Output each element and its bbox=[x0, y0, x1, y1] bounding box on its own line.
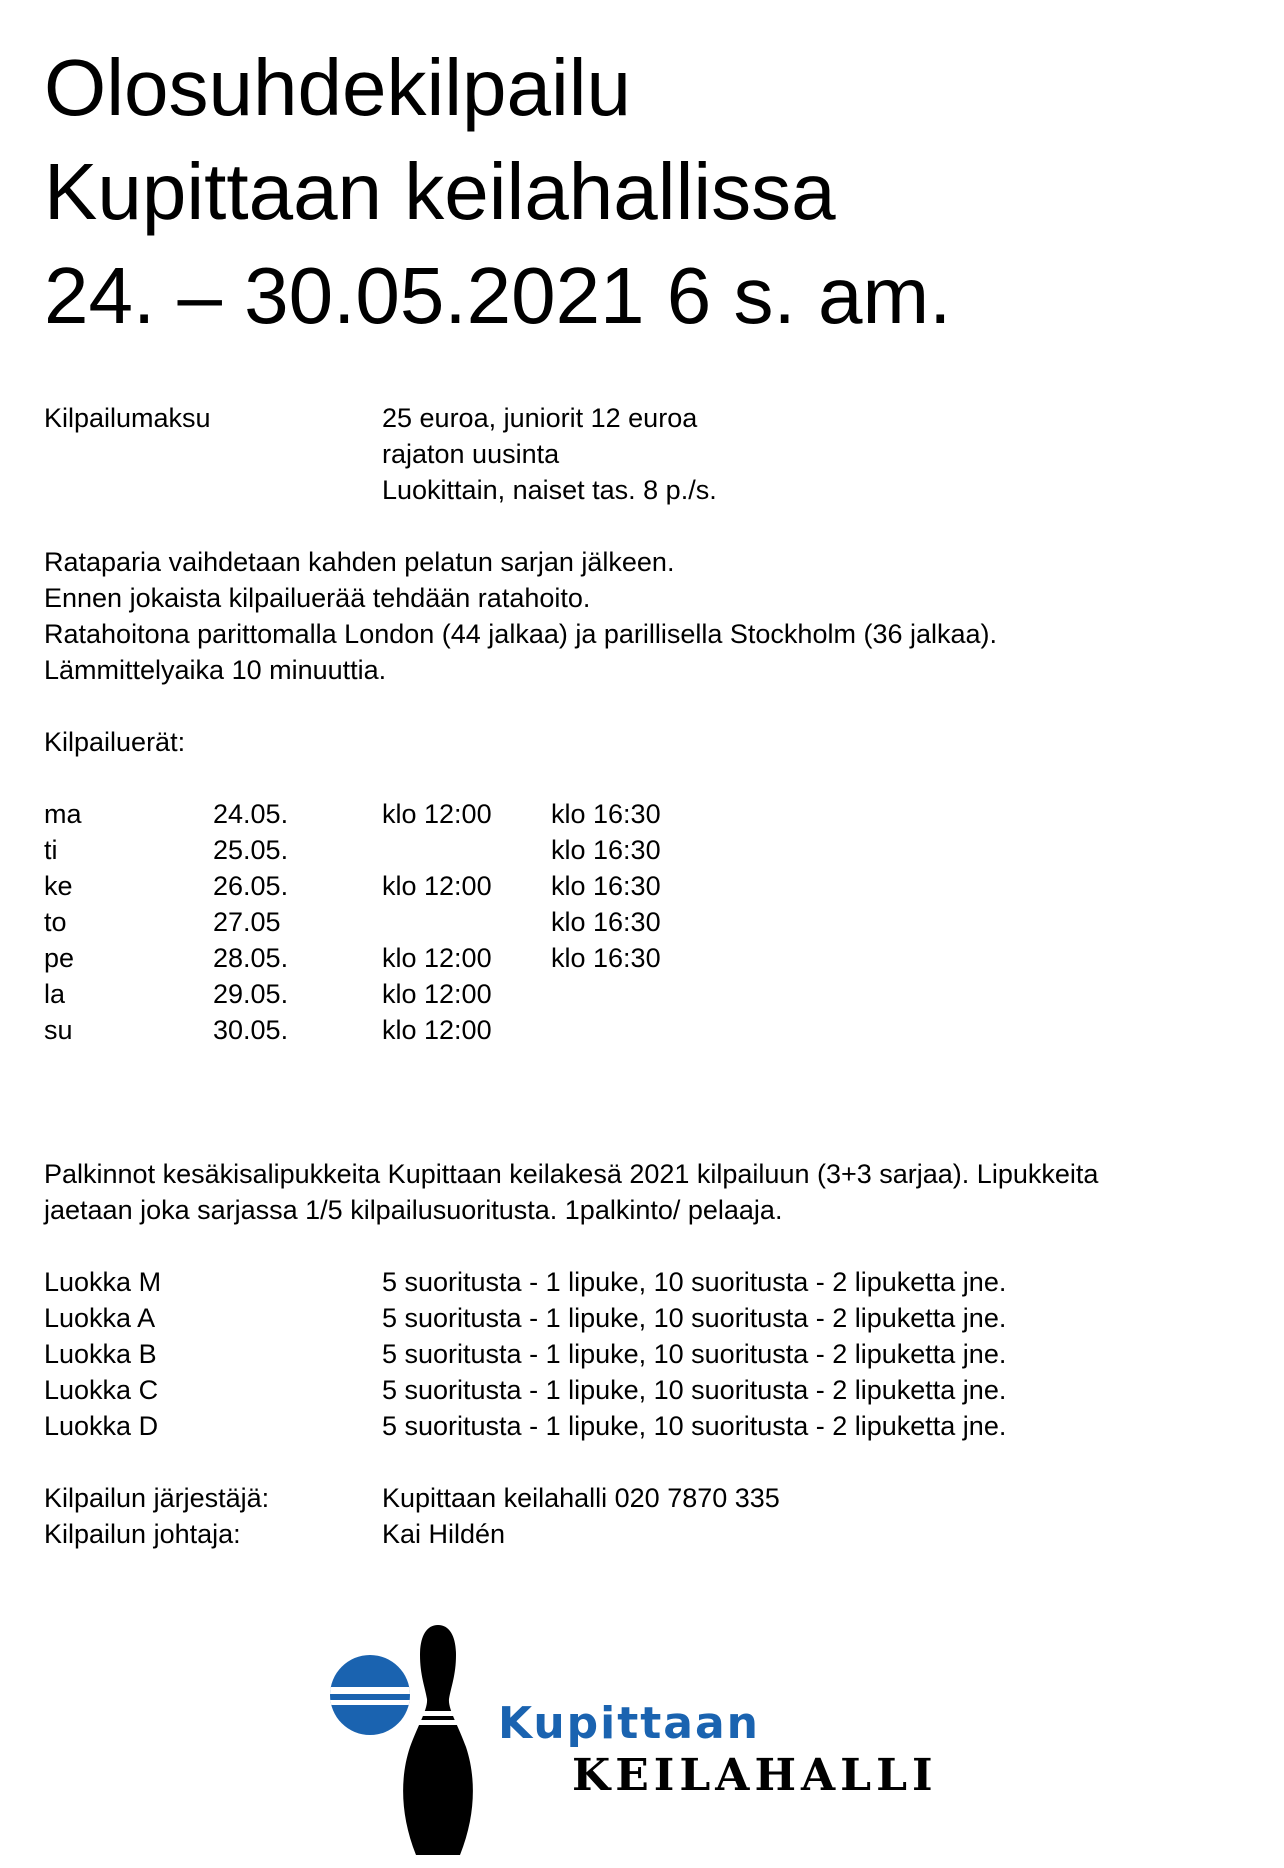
schedule-day: ke bbox=[44, 871, 73, 901]
logo-text-kupittaan: Kupittaan bbox=[498, 1698, 760, 1749]
prizes-line: Palkinnot kesäkisalipukkeita Kupittaan keilakesä 2021 kilpailuun (3+3 sarjaa). Lipukkeita bbox=[44, 1159, 1099, 1189]
logo-text-keilahalli: KEILAHALLI bbox=[572, 1750, 938, 1801]
info-line: Lämmittelyaika 10 minuuttia. bbox=[44, 655, 387, 685]
schedule-date: 24.05. bbox=[213, 799, 289, 829]
schedule-time-1: klo 12:00 bbox=[382, 943, 492, 973]
title-line-2: Kupittaan keilahallissa bbox=[44, 147, 836, 236]
class-label: Luokka C bbox=[44, 1375, 159, 1405]
info-line: Rataparia vaihdetaan kahden pelatun sarjan jälkeen. bbox=[44, 547, 675, 577]
schedule-row bbox=[44, 796, 1264, 832]
schedule-row bbox=[44, 832, 1264, 868]
title-line-3: 24. – 30.05.2021 6 s. am. bbox=[44, 251, 952, 340]
class-label: Luokka A bbox=[44, 1303, 156, 1333]
organizer-value: Kupittaan keilahalli 020 7870 335 bbox=[382, 1483, 780, 1513]
schedule-day: pe bbox=[44, 943, 75, 973]
pin-icon bbox=[403, 1625, 473, 1855]
schedule-row bbox=[44, 940, 1264, 976]
schedule-time-1 bbox=[382, 832, 551, 868]
schedule-date: 28.05. bbox=[213, 943, 289, 973]
schedule-row bbox=[44, 868, 1264, 904]
schedule-time-2: klo 16:30 bbox=[551, 835, 661, 865]
fee-label: Kilpailumaksu bbox=[44, 403, 211, 433]
ball-icon bbox=[330, 1655, 410, 1735]
schedule-date: 29.05. bbox=[213, 979, 289, 1009]
schedule-time-2: klo 16:30 bbox=[551, 871, 661, 901]
fee-line: Luokittain, naiset tas. 8 p./s. bbox=[382, 475, 717, 505]
schedule-day: ma bbox=[44, 799, 82, 829]
class-label: Luokka M bbox=[44, 1267, 162, 1297]
class-row bbox=[44, 1372, 1264, 1408]
info-line: Ratahoitona parittomalla London (44 jalkaa) ja parillisella Stockholm (36 jalkaa). bbox=[44, 619, 998, 649]
class-list bbox=[44, 1264, 1264, 1444]
organizer-label: Kilpailun järjestäjä: bbox=[44, 1483, 270, 1513]
director-label: Kilpailun johtaja: bbox=[44, 1519, 241, 1549]
class-text: 5 suoritusta - 1 lipuke, 10 suoritusta - 2 lipuketta jne. bbox=[382, 1339, 1007, 1369]
class-row bbox=[44, 1264, 1264, 1300]
class-text: 5 suoritusta - 1 lipuke, 10 suoritusta - 2 lipuketta jne. bbox=[382, 1411, 1007, 1441]
schedule-day: su bbox=[44, 1015, 73, 1045]
organizer-row bbox=[44, 1480, 1264, 1516]
schedule-row bbox=[44, 904, 1264, 940]
document-body bbox=[44, 400, 1264, 1552]
info-line: Ennen jokaista kilpailuerää tehdään ratahoito. bbox=[44, 583, 591, 613]
schedule-row bbox=[44, 976, 1264, 1012]
schedule-time-2 bbox=[551, 1012, 720, 1048]
schedule-time-1 bbox=[382, 904, 551, 940]
fee-values bbox=[382, 400, 717, 508]
schedule-time-2: klo 16:30 bbox=[551, 907, 661, 937]
info-paragraph bbox=[44, 544, 1264, 688]
schedule-table bbox=[44, 796, 1264, 1048]
prizes-line: jaetaan joka sarjassa 1/5 kilpailusuoritusta. 1palkinto/ pelaaja. bbox=[44, 1195, 783, 1225]
schedule-day: ti bbox=[44, 835, 58, 865]
class-row bbox=[44, 1336, 1264, 1372]
class-row bbox=[44, 1300, 1264, 1336]
schedule-day: la bbox=[44, 979, 66, 1009]
class-label: Luokka D bbox=[44, 1411, 159, 1441]
title-line-1: Olosuhdekilpailu bbox=[44, 43, 632, 132]
schedule-time-1: klo 12:00 bbox=[382, 799, 492, 829]
schedule-time-1: klo 12:00 bbox=[382, 979, 492, 1009]
schedule-time-1: klo 12:00 bbox=[382, 1015, 492, 1045]
class-text: 5 suoritusta - 1 lipuke, 10 suoritusta - 2 lipuketta jne. bbox=[382, 1267, 1007, 1297]
schedule-time-2: klo 16:30 bbox=[551, 799, 661, 829]
class-label: Luokka B bbox=[44, 1339, 157, 1369]
schedule-date: 25.05. bbox=[213, 835, 289, 865]
schedule-date: 27.05 bbox=[213, 907, 281, 937]
director-value: Kai Hildén bbox=[382, 1519, 506, 1549]
schedule-row bbox=[44, 1012, 1264, 1048]
director-row bbox=[44, 1516, 1264, 1552]
fee-line: 25 euroa, juniorit 12 euroa bbox=[382, 403, 698, 433]
prizes-paragraph bbox=[44, 1156, 1264, 1228]
schedule-time-2: klo 16:30 bbox=[551, 943, 661, 973]
class-text: 5 suoritusta - 1 lipuke, 10 suoritusta - 2 lipuketta jne. bbox=[382, 1375, 1007, 1405]
schedule-time-1: klo 12:00 bbox=[382, 871, 492, 901]
fee-row bbox=[44, 400, 1264, 508]
schedule-heading: Kilpailuerät: bbox=[44, 727, 186, 757]
schedule-time-2 bbox=[551, 976, 720, 1012]
schedule-day: to bbox=[44, 907, 67, 937]
schedule-date: 30.05. bbox=[213, 1015, 289, 1045]
class-text: 5 suoritusta - 1 lipuke, 10 suoritusta - 2 lipuketta jne. bbox=[382, 1303, 1007, 1333]
schedule-date: 26.05. bbox=[213, 871, 289, 901]
fee-line: rajaton uusinta bbox=[382, 439, 560, 469]
page-title bbox=[44, 36, 951, 348]
class-row bbox=[44, 1408, 1264, 1444]
